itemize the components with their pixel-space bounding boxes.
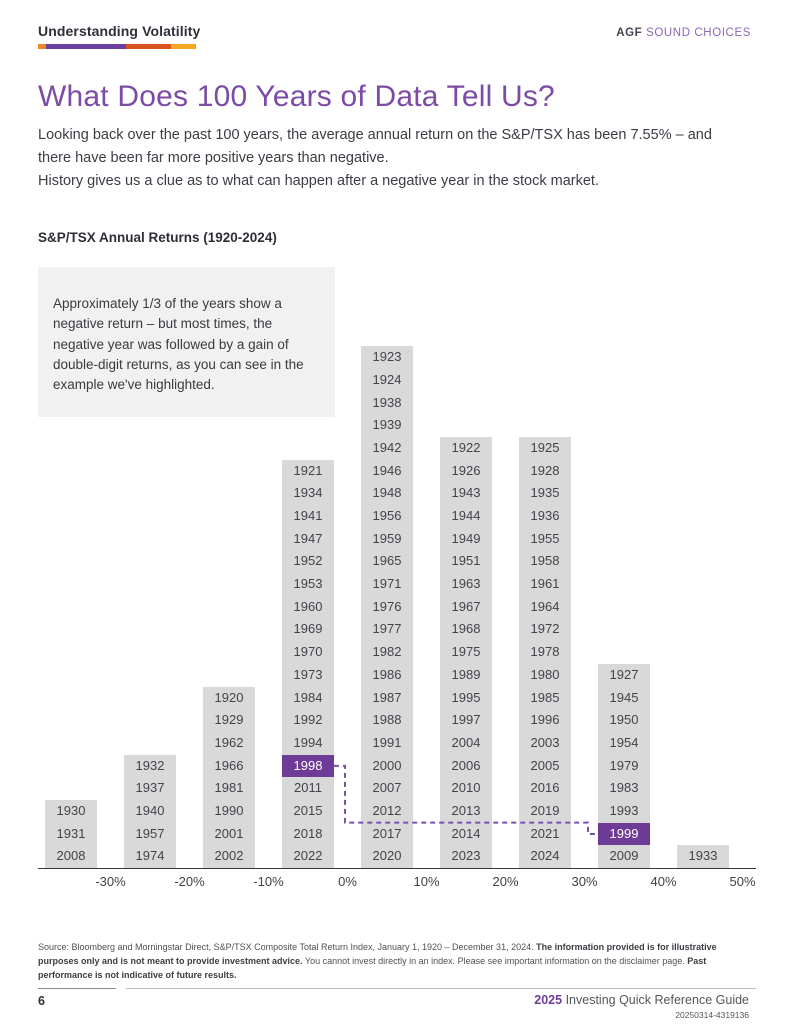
year-cell: 1934	[293, 485, 323, 501]
year-cell: 2014	[451, 825, 481, 841]
year-cell: 1926	[451, 462, 481, 478]
x-axis-tick-label: -10%	[253, 874, 284, 889]
guide-year: 2025	[534, 993, 563, 1007]
year-cell: 1968	[451, 621, 481, 637]
x-axis-tick-label: 10%	[413, 874, 440, 889]
year-cell: 2010	[451, 780, 481, 796]
year-cell: 1980	[530, 666, 560, 682]
page-title: What Does 100 Years of Data Tell Us?	[38, 80, 555, 113]
year-cell: 1974	[135, 848, 165, 864]
x-axis-tick-label: 50%	[729, 874, 756, 889]
histogram-bar	[45, 800, 97, 868]
brand-bar-segment	[46, 44, 126, 49]
histogram-bar	[203, 687, 255, 869]
histogram-bar	[677, 845, 729, 868]
year-cell: 1982	[372, 644, 402, 660]
guide-title-text: Investing Quick Reference Guide	[562, 993, 749, 1007]
year-cell: 2013	[451, 802, 481, 818]
section-title: Understanding Volatility	[38, 23, 201, 39]
intro-paragraph-2: History gives us a clue as to what can happen after a negative year in the stock market.	[38, 173, 599, 189]
year-cell: 1927	[609, 666, 639, 682]
year-cell: 1997	[451, 712, 481, 728]
year-cell: 1930	[56, 802, 86, 818]
year-cell: 1947	[293, 530, 323, 546]
year-cell: 1945	[609, 689, 639, 705]
year-cell: 1975	[451, 644, 481, 660]
year-cell: 1952	[293, 553, 323, 569]
year-cell: 1932	[135, 757, 165, 773]
histogram-bar	[282, 460, 334, 868]
year-cell: 2020	[372, 848, 402, 864]
year-cell: 1921	[293, 462, 323, 478]
histogram-bar	[519, 437, 571, 868]
intro-paragraph-1: Looking back over the past 100 years, the average annual return on the S&P/TSX has been 7.55% – and there have been far more positive years than negative.	[38, 127, 712, 167]
year-cell: 1924	[372, 371, 402, 387]
year-cell: 2012	[372, 802, 402, 818]
year-cell: 1956	[372, 508, 402, 523]
year-cell: 1925	[530, 439, 560, 455]
brand-bar-segment	[126, 44, 171, 49]
year-cell: 1942	[372, 439, 402, 455]
year-cell: 1983	[609, 780, 639, 796]
year-cell: 2008	[56, 848, 86, 864]
year-cell: 1931	[56, 825, 86, 841]
year-cell: 1964	[530, 598, 560, 614]
year-cell: 1951	[451, 553, 481, 569]
year-cell: 1995	[451, 689, 481, 705]
source-note	[38, 941, 756, 983]
histogram-bar	[440, 437, 492, 868]
year-cell: 1922	[451, 439, 481, 455]
page-number: 6	[38, 994, 45, 1008]
year-cell: 1996	[530, 712, 560, 728]
x-axis-tick-label: 20%	[492, 874, 519, 889]
x-axis-tick-label: 40%	[650, 874, 677, 889]
year-cell: 1929	[214, 712, 244, 728]
source-note-segment: Source: Bloomberg and Morningstar Direct, S&P/TSX Composite Total Return Index, January 1, 1920 – December 31, 2024.	[38, 942, 537, 952]
year-cell: 1977	[372, 621, 402, 637]
year-cell: 2024	[530, 848, 560, 864]
year-cell: 1957	[135, 825, 165, 841]
year-cell: 1993	[609, 802, 639, 818]
year-cell: 2002	[214, 848, 244, 864]
chart-title: S&P/TSX Annual Returns (1920-2024)	[38, 230, 277, 245]
year-cell: 1976	[372, 598, 402, 614]
year-cell-highlighted: 1999	[598, 823, 650, 846]
histogram-bar	[124, 755, 176, 868]
year-cell: 1994	[293, 734, 323, 750]
year-cell: 2015	[293, 802, 323, 818]
year-cell: 2003	[530, 734, 560, 750]
agf-sound-choices-logo	[616, 27, 751, 39]
year-cell: 2019	[530, 802, 560, 818]
year-cell: 2009	[609, 848, 639, 864]
year-cell: 2000	[372, 757, 402, 773]
year-cell: 1933	[688, 848, 718, 864]
x-axis-tick-label: -20%	[174, 874, 205, 889]
year-cell: 1991	[372, 734, 402, 750]
histogram-bar	[598, 664, 650, 868]
year-cell: 2023	[451, 848, 481, 864]
year-cell: 1967	[451, 598, 481, 614]
year-cell: 1935	[530, 485, 560, 501]
year-cell: 1963	[451, 576, 481, 592]
guide-title	[534, 993, 749, 1007]
year-cell: 1920	[214, 689, 244, 705]
year-cell: 1992	[293, 712, 323, 728]
year-cell: 2004	[451, 734, 481, 750]
histogram-plot	[0, 258, 789, 868]
year-cell: 1928	[530, 462, 560, 478]
sound-choices-logo-text: SOUND CHOICES	[642, 27, 751, 39]
year-cell: 2001	[214, 825, 244, 841]
callout-box: Approximately 1/3 of the years show a negative return – but most times, the negative year was followed by a gain of double-digit returns, as you can see in the example we've highlighted.	[38, 267, 335, 417]
year-cell: 1985	[530, 689, 560, 705]
year-cell: 1969	[293, 621, 323, 637]
year-cell: 1953	[293, 576, 323, 592]
year-cell: 1988	[372, 712, 402, 728]
year-cell: 1923	[372, 349, 402, 365]
year-cell: 1972	[530, 621, 560, 637]
histogram-bar	[361, 346, 413, 868]
x-axis-tick-label: 30%	[571, 874, 598, 889]
year-cell: 1950	[609, 712, 639, 728]
year-cell: 2016	[530, 780, 560, 796]
brand-accent-bar	[38, 44, 196, 49]
year-cell: 2018	[293, 825, 323, 841]
year-cell: 1936	[530, 508, 560, 523]
year-cell: 2007	[372, 780, 402, 796]
year-cell: 1970	[293, 644, 323, 660]
year-cell: 1984	[293, 689, 323, 705]
year-cell: 1944	[451, 508, 481, 523]
footer-divider-short	[38, 988, 116, 989]
year-cell: 1986	[372, 666, 402, 682]
year-cell: 1946	[372, 462, 402, 478]
footer-divider-long	[126, 988, 756, 989]
year-cell: 1979	[609, 757, 639, 773]
year-cell: 1948	[372, 485, 402, 501]
x-axis-tick-label: -30%	[95, 874, 126, 889]
year-cell: 2005	[530, 757, 560, 773]
year-cell: 2011	[294, 780, 322, 796]
year-cell: 1960	[293, 598, 323, 614]
year-cell: 1961	[530, 576, 560, 592]
year-cell: 1962	[214, 734, 244, 750]
year-cell: 1987	[372, 689, 402, 705]
year-cell: 1966	[214, 757, 244, 773]
year-cell: 1959	[372, 530, 402, 546]
year-cell: 1939	[372, 417, 402, 433]
source-note-bold-segment: Past performance is not indicative of future results.	[38, 955, 707, 980]
source-note-bold-segment: The information provided is for illustrative purposes only and is not meant to provide investment advice.	[38, 942, 717, 966]
year-cell: 1971	[372, 576, 402, 592]
x-axis-tick-label: 0%	[338, 874, 357, 889]
year-cell: 2017	[372, 825, 402, 841]
brand-bar-segment	[171, 44, 196, 49]
year-cell: 2021	[530, 825, 560, 841]
year-cell: 1981	[214, 780, 244, 796]
year-cell: 1955	[530, 530, 560, 546]
document-number: 20250314-4319136	[675, 1010, 749, 1020]
year-cell: 1949	[451, 530, 481, 546]
year-cell: 1943	[451, 485, 481, 501]
year-cell: 1978	[530, 644, 560, 660]
year-cell: 1937	[135, 780, 165, 796]
brand-bar-segment	[38, 44, 46, 49]
x-axis-line	[38, 868, 756, 869]
year-cell: 1990	[214, 802, 244, 818]
year-cell-highlighted: 1998	[282, 755, 334, 778]
year-cell: 2006	[451, 757, 481, 773]
year-cell: 1965	[372, 553, 402, 569]
year-cell: 1989	[451, 666, 481, 682]
source-note-segment: You cannot invest directly in an index. Please see important information on the disclaimer page.	[302, 955, 688, 966]
year-cell: 1941	[293, 508, 323, 523]
year-cell: 1973	[293, 666, 323, 682]
year-cell: 1954	[609, 734, 639, 750]
year-cell: 2022	[293, 848, 323, 864]
year-cell: 1940	[135, 802, 165, 818]
year-cell: 1938	[372, 394, 402, 410]
year-cell: 1958	[530, 553, 560, 569]
agf-logo-text: AGF	[616, 27, 643, 39]
